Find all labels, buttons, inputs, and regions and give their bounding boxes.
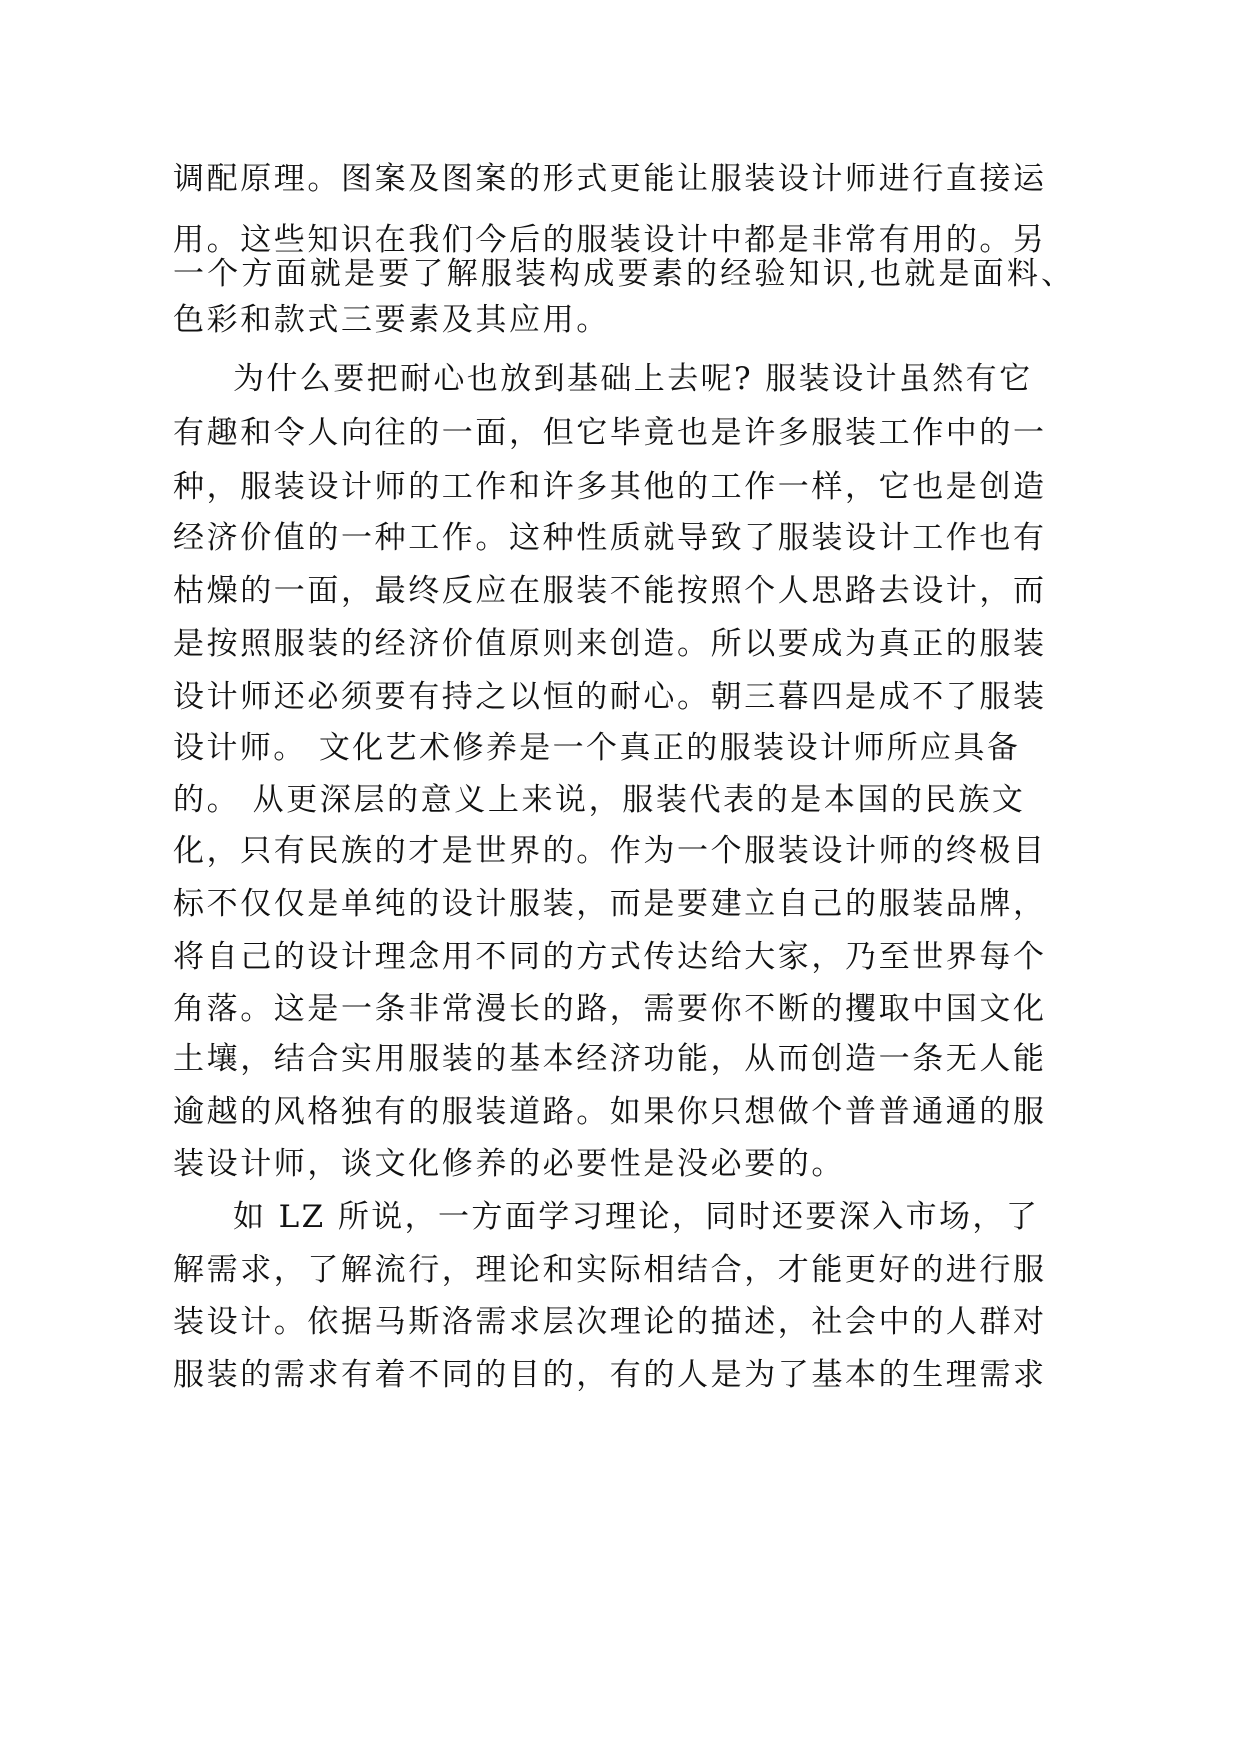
text-line: 土壤，结合实用服装的基本经济功能，从而创造一条无人能 — [173, 1041, 1047, 1077]
text-line: 装设计师，谈文化修养的必要性是没必要的。 — [173, 1146, 845, 1182]
text-line: 枯燥的一面，最终反应在服装不能按照个人思路去设计，而 — [173, 573, 1047, 609]
text-line: 用。这些知识在我们今后的服装设计中都是非常有用的。另 — [173, 222, 1047, 258]
text-line: 设计师。 文化艺术修养是一个真正的服装设计师所应具备 — [173, 730, 1021, 766]
text-line: 调配原理。图案及图案的形式更能让服装设计师进行直接运 — [173, 161, 1047, 197]
text-line: 为什么要把耐心也放到基础上去呢? 服装设计虽然有它 — [233, 361, 1033, 397]
text-line: 化，只有民族的才是世界的。作为一个服装设计师的终极目 — [173, 833, 1047, 869]
text-line: 装设计。依据马斯洛需求层次理论的描述，社会中的人群对 — [173, 1304, 1047, 1340]
text-line: 经济价值的一种工作。这种性质就导致了服装设计工作也有 — [173, 520, 1047, 556]
text-line: 色彩和款式三要素及其应用。 — [173, 302, 610, 338]
text-line: 有趣和令人向往的一面，但它毕竟也是许多服装工作中的一 — [173, 415, 1047, 451]
text-line: 种，服装设计师的工作和许多其他的工作一样，它也是创造 — [173, 469, 1047, 505]
text-line: 标不仅仅是单纯的设计服装，而是要建立自己的服装品牌， — [173, 886, 1047, 922]
text-line: 如 LZ 所说，一方面学习理论，同时还要深入市场，了 — [233, 1199, 1040, 1235]
text-line: 一个方面就是要了解服装构成要素的经验知识,也就是面料、 — [173, 256, 1076, 292]
text-line: 设计师还必须要有持之以恒的耐心。朝三暮四是成不了服装 — [173, 679, 1047, 715]
text-line: 将自己的设计理念用不同的方式传达给大家，乃至世界每个 — [173, 939, 1047, 975]
text-line: 的。 从更深层的意义上来说，服装代表的是本国的民族文 — [173, 782, 1026, 818]
text-line: 服装的需求有着不同的目的，有的人是为了基本的生理需求 — [173, 1357, 1047, 1393]
text-line: 角落。这是一条非常漫长的路，需要你不断的攫取中国文化 — [173, 991, 1047, 1027]
text-line: 逾越的风格独有的服装道路。如果你只想做个普普通通的服 — [173, 1094, 1047, 1130]
text-line: 解需求，了解流行，理论和实际相结合，才能更好的进行服 — [173, 1252, 1047, 1288]
text-line: 是按照服装的经济价值原则来创造。所以要成为真正的服装 — [173, 626, 1047, 662]
